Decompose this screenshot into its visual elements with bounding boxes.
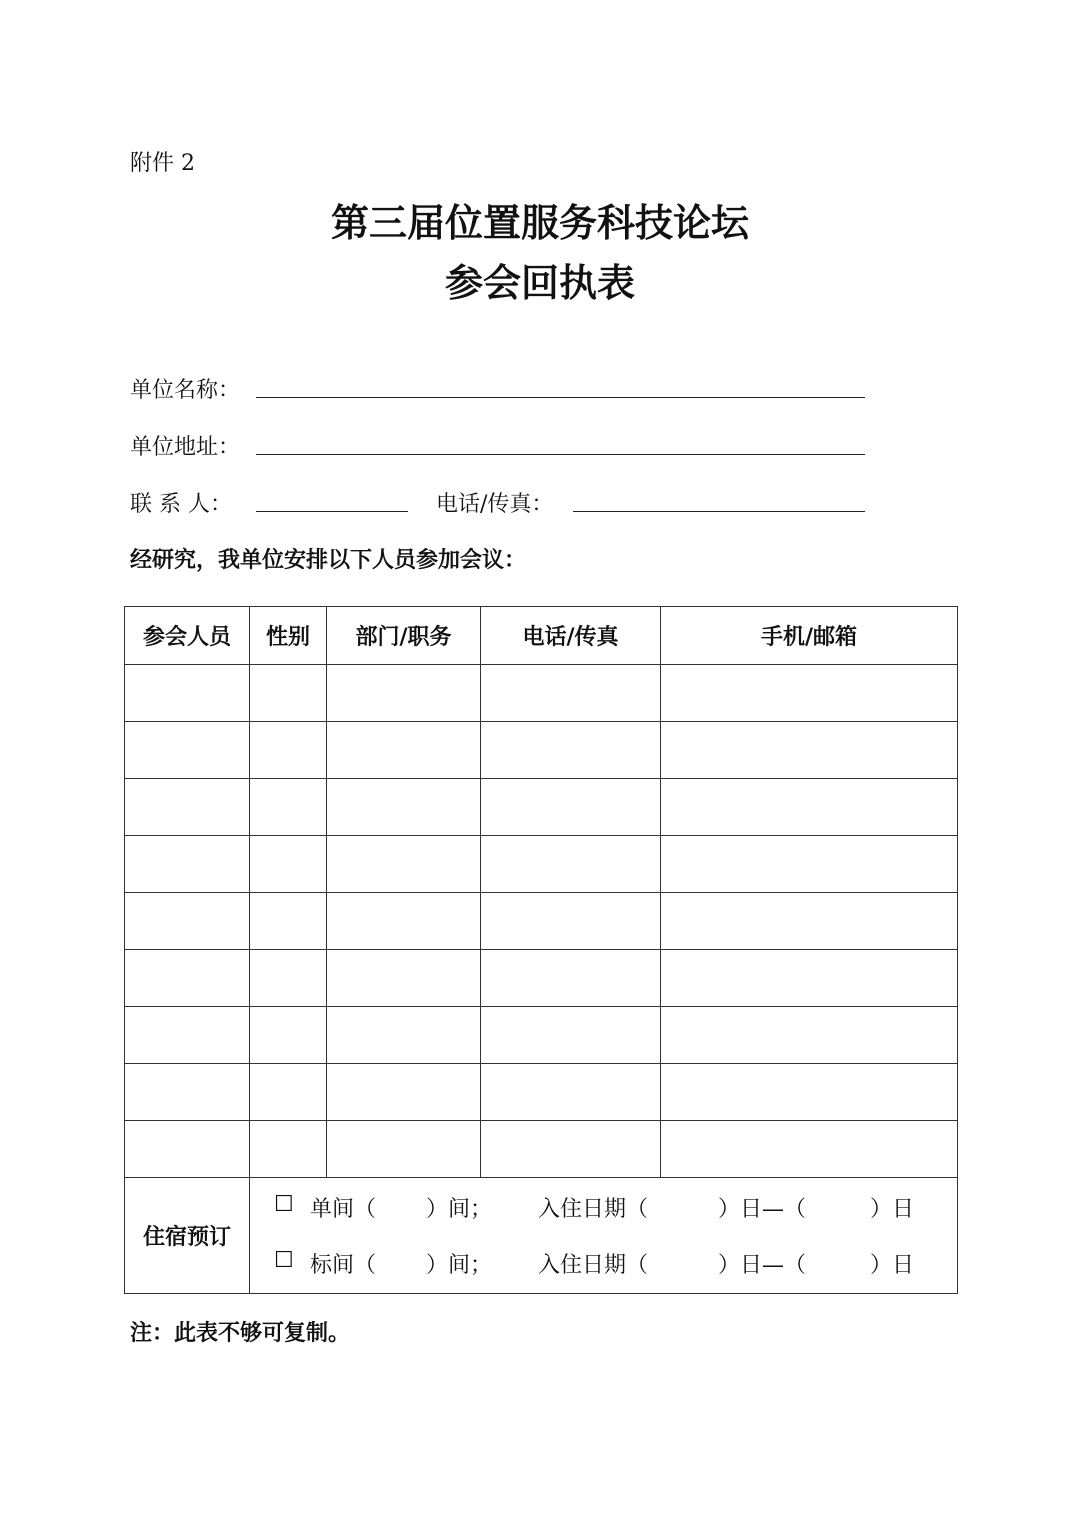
double-checkin-label: 入住日期（ [538,1253,649,1278]
gender-cell[interactable] [250,1007,327,1064]
table-row [125,1121,958,1178]
department-cell[interactable] [327,1064,481,1121]
department-cell[interactable] [327,950,481,1007]
table-row [125,779,958,836]
table-row [125,893,958,950]
phone-fax-cell[interactable] [481,950,661,1007]
unit-address-field[interactable] [256,454,865,455]
table-row [125,950,958,1007]
contact-field[interactable] [256,511,408,512]
contact-label: 联 系 人： [130,492,232,517]
gender-cell[interactable] [250,665,327,722]
table-row [125,665,958,722]
phone-fax-cell[interactable] [481,779,661,836]
attendee-cell[interactable] [125,722,250,779]
double-checkin-from: ）日—（ [718,1253,807,1278]
mobile-email-cell[interactable] [661,779,958,836]
attachment-label: 附件 2 [130,151,195,176]
department-cell[interactable] [327,779,481,836]
mobile-email-cell[interactable] [661,836,958,893]
header-phone-fax: 电话/传真 [481,607,661,665]
mobile-email-cell[interactable] [661,722,958,779]
phone-fax-label: 电话/传真： [436,492,554,517]
department-cell[interactable] [327,836,481,893]
gender-cell[interactable] [250,836,327,893]
phone-fax-cell[interactable] [481,1121,661,1178]
form-subtitle: 参会回执表 [444,261,635,305]
phone-fax-field[interactable] [573,511,865,512]
double-checkin-to: ）日 [870,1253,915,1278]
gender-cell[interactable] [250,779,327,836]
department-cell[interactable] [327,893,481,950]
lodging-options [250,1178,958,1294]
attendee-cell[interactable] [125,836,250,893]
single-room-label: 单间（ [310,1197,377,1222]
single-room-unit: ）间； [426,1197,493,1222]
department-cell[interactable] [327,722,481,779]
gender-cell[interactable] [250,950,327,1007]
form-title: 第三届位置服务科技论坛 [330,201,749,245]
gender-cell[interactable] [250,893,327,950]
phone-fax-cell[interactable] [481,1064,661,1121]
unit-name-field[interactable] [256,397,865,398]
gender-cell[interactable] [250,1121,327,1178]
lodging-label: 住宿预订 [125,1178,250,1294]
single-checkin-from: ）日—（ [718,1197,807,1222]
table-header-row [125,607,958,665]
department-cell[interactable] [327,1121,481,1178]
lodging-row [125,1178,958,1294]
phone-fax-cell[interactable] [481,722,661,779]
phone-fax-cell[interactable] [481,1007,661,1064]
attendee-cell[interactable] [125,950,250,1007]
mobile-email-cell[interactable] [661,1121,958,1178]
phone-fax-cell[interactable] [481,665,661,722]
double-room-checkbox[interactable]: ☐ [274,1248,294,1273]
header-gender: 性别 [250,607,327,665]
department-cell[interactable] [327,1007,481,1064]
department-cell[interactable] [327,665,481,722]
attendee-cell[interactable] [125,779,250,836]
phone-fax-cell[interactable] [481,893,661,950]
gender-cell[interactable] [250,722,327,779]
attendee-cell[interactable] [125,1121,250,1178]
attendee-table [124,606,958,1294]
attendee-cell[interactable] [125,1007,250,1064]
mobile-email-cell[interactable] [661,1064,958,1121]
mobile-email-cell[interactable] [661,950,958,1007]
single-checkin-to: ）日 [870,1197,915,1222]
double-room-label: 标间（ [310,1253,377,1278]
mobile-email-cell[interactable] [661,665,958,722]
intro-text: 经研究，我单位安排以下人员参加会议： [130,548,527,573]
attendee-cell[interactable] [125,665,250,722]
table-row [125,1064,958,1121]
header-attendee: 参会人员 [125,607,250,665]
footnote: 注：此表不够可复制。 [130,1321,351,1346]
table-row [125,722,958,779]
unit-address-label: 单位地址： [130,435,241,460]
table-row [125,836,958,893]
table-row [125,1007,958,1064]
double-room-unit: ）间； [426,1253,493,1278]
gender-cell[interactable] [250,1064,327,1121]
attendee-cell[interactable] [125,893,250,950]
mobile-email-cell[interactable] [661,893,958,950]
header-mobile-email: 手机/邮箱 [661,607,958,665]
unit-name-label: 单位名称： [130,378,241,403]
phone-fax-cell[interactable] [481,836,661,893]
header-department: 部门/职务 [327,607,481,665]
attendee-cell[interactable] [125,1064,250,1121]
single-checkin-label: 入住日期（ [538,1197,649,1222]
single-room-checkbox[interactable]: ☐ [274,1192,294,1217]
mobile-email-cell[interactable] [661,1007,958,1064]
